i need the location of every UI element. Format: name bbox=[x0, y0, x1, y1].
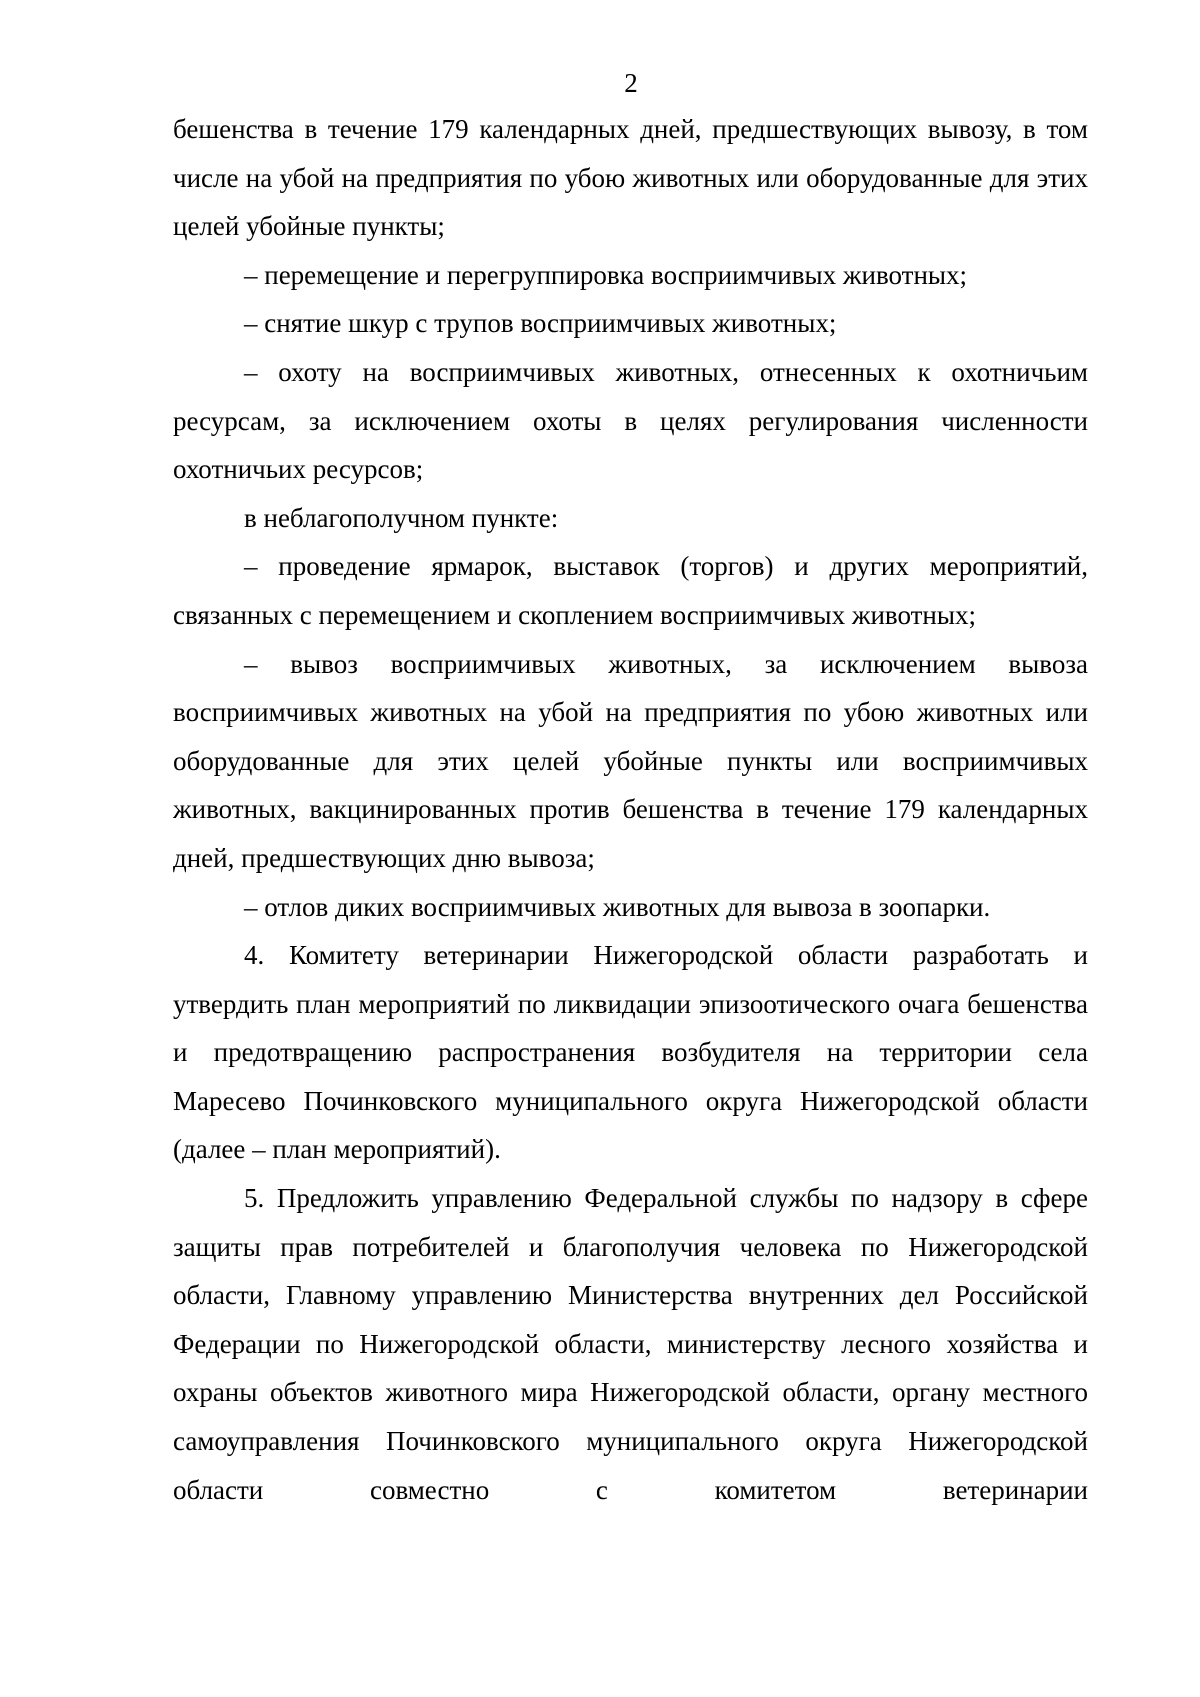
subheading-unfavorable-point: в неблагополучном пункте: bbox=[244, 502, 559, 533]
list-item-skinning: – снятие шкур с трупов восприимчивых животных; bbox=[244, 308, 837, 339]
clause-4: 4. Комитету ветеринарии Нижегородской области разработать и утвердить план мероприятий по ликвидации эпизоотического очага бешенства и предотвращению распространения возбудителя на территории села Маресево Починковского муниципального округа Нижегородской области (далее – план мероприятий). bbox=[173, 940, 1088, 1165]
clause-5: 5. Предложить управлению Федеральной службы по надзору в сфере защиты прав потребителей и благополучия человека по Нижегородской области, Главному управлению Министерства внутренних дел Российской Федерации по Нижегородской области, министерству лесного хозяйства и охраны объектов животного мира Нижегородской области, органу местного самоуправления Починковского муниципального округа Нижегородской области совместно с комитетом ветеринарии bbox=[173, 1183, 1088, 1505]
document-body bbox=[173, 105, 1088, 1514]
paragraph-continuation: бешенства в течение 179 календарных дней, предшествующих вывозу, в том числе на убой на предприятия по убою животных или оборудованные для этих целей убойные пункты; bbox=[173, 114, 1088, 242]
page-number: 2 bbox=[624, 68, 638, 98]
list-item-hunting: – охоту на восприимчивых животных, отнесенных к охотничьим ресурсам, за исключением охоты в целях регулирования численности охотничьих ресурсов; bbox=[173, 356, 1088, 485]
list-item-fairs: – проведение ярмарок, выставок (торгов) и других мероприятий, связанных с перемещением и скоплением восприимчивых животных; bbox=[173, 551, 1088, 630]
list-item-export: – вывоз восприимчивых животных, за исключением вывоза восприимчивых животных на убой на предприятия по убою животных или оборудованные для этих целей убойные пункты или восприимчивых животных, вакцинированных против бешенства в течение 179 календарных дней, предшествующих дню вывоза; bbox=[173, 648, 1088, 873]
list-item-trapping: – отлов диких восприимчивых животных для вывоза в зоопарки. bbox=[244, 891, 991, 922]
list-item-regrouping: – перемещение и перегруппировка восприимчивых животных; bbox=[244, 259, 968, 290]
